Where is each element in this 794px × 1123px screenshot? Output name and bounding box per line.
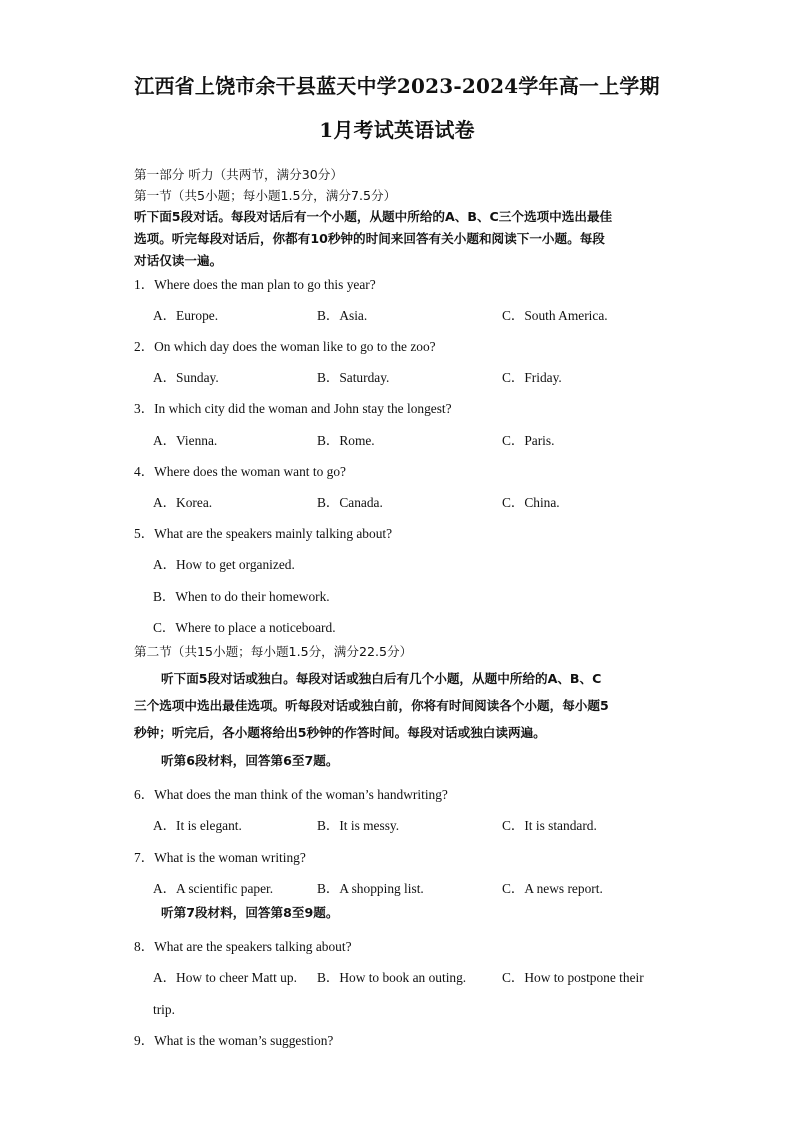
question-6-option-c: C．It is standard. bbox=[502, 818, 597, 833]
question-5-option-c: C．Where to place a noticeboard. bbox=[153, 620, 336, 635]
question-8-option-c-continuation: trip. bbox=[153, 1002, 175, 1017]
material-6-prompt: 听第6段材料，回答第6至7题。 bbox=[161, 753, 339, 768]
question-3-option-c: C．Paris. bbox=[502, 433, 555, 448]
question-4-option-a: A．Korea. bbox=[153, 495, 213, 510]
question-6: 6．What does the man think of the woman’s handwriting? bbox=[134, 787, 448, 802]
question-2-option-b: B．Saturday. bbox=[317, 370, 390, 385]
question-7-option-c: C．A news report. bbox=[502, 881, 603, 896]
material-7-prompt: 听第7段材料，回答第8至9题。 bbox=[161, 905, 339, 920]
question-7-option-a: A．A scientific paper. bbox=[153, 881, 274, 896]
question-7: 7．What is the woman writing? bbox=[134, 850, 306, 865]
section1-instruction-3: 对话仅读一遍。 bbox=[134, 253, 223, 268]
question-5-option-a: A．How to get organized. bbox=[153, 557, 295, 572]
question-1-option-a: A．Europe. bbox=[153, 308, 219, 323]
question-8-option-b: B．How to book an outing. bbox=[317, 970, 467, 985]
question-6-option-b: B．It is messy. bbox=[317, 818, 400, 833]
exam-title-line-2: 1月考试英语试卷 bbox=[319, 118, 475, 142]
question-8-option-c: C．How to postpone their bbox=[502, 970, 644, 985]
question-1: 1．Where does the man plan to go this year? bbox=[134, 277, 376, 292]
question-5-option-b: B．When to do their homework. bbox=[153, 589, 330, 604]
question-1-option-b: B．Asia. bbox=[317, 308, 368, 323]
section2-instruction-3: 秒钟；听完后，各小题将给出5秒钟的作答时间。每段对话或独白读两遍。 bbox=[134, 725, 546, 740]
section1-instruction-1: 听下面5段对话。每段对话后有一个小题，从题中所给的A、B、C三个选项中选出最佳 bbox=[134, 209, 613, 224]
question-4-option-c: C．China. bbox=[502, 495, 560, 510]
question-2: 2．On which day does the woman like to go to the zoo? bbox=[134, 339, 436, 354]
question-3-option-a: A．Vienna. bbox=[153, 433, 218, 448]
question-3-option-b: B．Rome. bbox=[317, 433, 375, 448]
question-4-option-b: B．Canada. bbox=[317, 495, 383, 510]
question-4: 4．Where does the woman want to go? bbox=[134, 464, 346, 479]
question-5: 5．What are the speakers mainly talking about? bbox=[134, 526, 393, 541]
section1-heading: 第一节（共5小题；每小题1.5分，满分7.5分） bbox=[134, 188, 397, 203]
question-8: 8．What are the speakers talking about? bbox=[134, 939, 352, 954]
question-2-option-a: A．Sunday. bbox=[153, 370, 219, 385]
exam-title-line-1: 江西省上饶市余干县蓝天中学2023-2024学年高一上学期 bbox=[134, 74, 660, 98]
question-8-option-a: A．How to cheer Matt up. bbox=[153, 970, 297, 985]
question-2-option-c: C．Friday. bbox=[502, 370, 562, 385]
question-9: 9．What is the woman’s suggestion? bbox=[134, 1033, 334, 1048]
section2-instruction-1: 听下面5段对话或独白。每段对话或独白后有几个小题，从题中所给的A、B、C bbox=[161, 671, 602, 686]
question-6-option-a: A．It is elegant. bbox=[153, 818, 242, 833]
section2-heading: 第二节（共15小题；每小题1.5分，满分22.5分） bbox=[134, 644, 413, 659]
section1-instruction-2: 选项。听完每段对话后，你都有10秒钟的时间来回答有关小题和阅读下一小题。每段 bbox=[134, 231, 605, 246]
part1-heading: 第一部分 听力（共两节，满分30分） bbox=[134, 167, 343, 182]
question-3: 3．In which city did the woman and John stay the longest? bbox=[134, 401, 452, 416]
question-7-option-b: B．A shopping list. bbox=[317, 881, 424, 896]
section2-instruction-2: 三个选项中选出最佳选项。听每段对话或独白前，你将有时间阅读各个小题，每小题5 bbox=[134, 698, 609, 713]
question-1-option-c: C．South America. bbox=[502, 308, 608, 323]
